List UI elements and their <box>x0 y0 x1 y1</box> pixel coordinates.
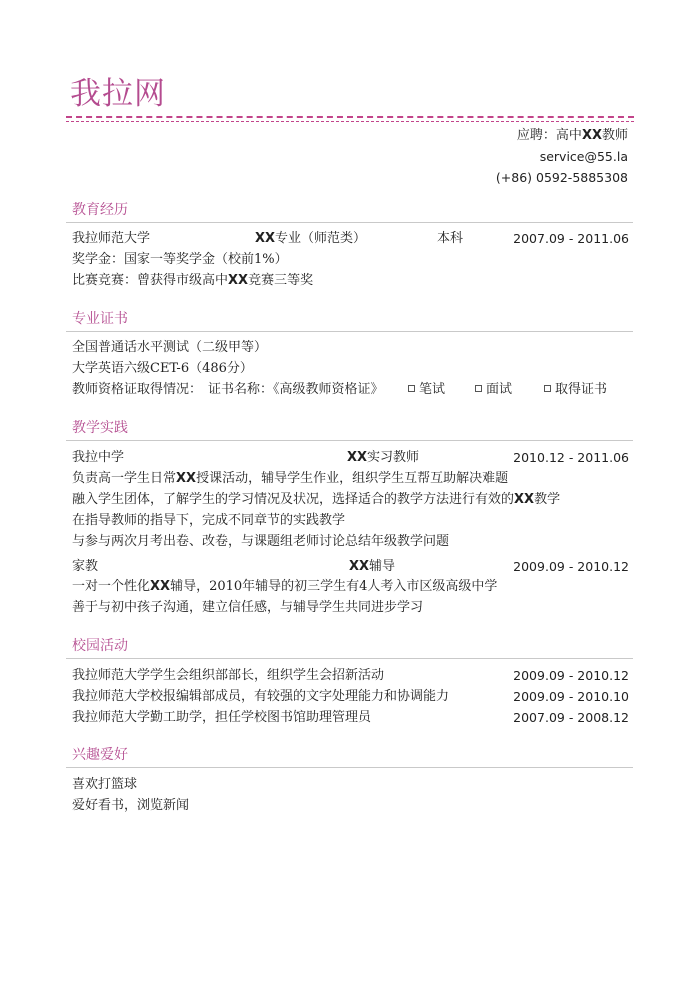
section-title-hobbies: 兴趣爱好 <box>72 747 128 763</box>
brand-title: 我拉网 <box>70 76 166 112</box>
campus-item-text: 我拉师范大学学生会组织部部长，组织学生会招新活动 <box>72 668 385 683</box>
job-role: XX辅导 <box>349 559 396 574</box>
placeholder-token: XX <box>347 450 368 465</box>
section-divider <box>66 331 633 332</box>
placeholder-token: XX <box>176 471 197 486</box>
checkbox-icon[interactable] <box>544 385 551 392</box>
job-detail: 在指导教师的指导下，完成不同章节的实践教学 <box>72 513 346 528</box>
degree-text: 本科 <box>437 231 464 246</box>
campus-item <box>72 708 629 728</box>
placeholder-token: XX <box>228 273 249 288</box>
section-title-certificates: 专业证书 <box>72 311 128 327</box>
job-role: XX实习教师 <box>347 450 420 465</box>
job-period: 2009.09 - 2010.12 <box>513 559 629 574</box>
certificate-item: 大学英语六级CET-6（486分） <box>72 361 253 376</box>
teacher-cert-label: 教师资格证取得情况： <box>72 382 203 397</box>
campus-item <box>72 666 629 686</box>
major-text: XX专业（师范类） <box>255 231 367 246</box>
section-divider <box>66 767 633 768</box>
job-detail: 一对一个性化XX辅导，2010年辅导的初三学生有4人考入市区级高级中学 <box>72 579 498 594</box>
cert-option-obtained[interactable]: 取得证书 <box>544 380 607 400</box>
hobby-item: 爱好看书，浏览新闻 <box>72 798 190 813</box>
competition-text: 比赛竞赛：曾获得市级高中XX竞赛三等奖 <box>72 273 314 288</box>
job-org: 家教 <box>72 559 99 574</box>
header-divider <box>66 116 634 118</box>
placeholder-token: XX <box>514 492 535 507</box>
certificate-item: 全国普通话水平测试（二级甲等） <box>72 340 268 355</box>
phone-text: (+86) 0592-5885308 <box>495 170 628 185</box>
education-row <box>72 229 629 249</box>
section-title-practice: 教学实践 <box>72 420 128 436</box>
campus-item-text: 我拉师范大学校报编辑部成员，有较强的文字处理能力和协调能力 <box>72 689 450 704</box>
cert-option-written[interactable]: 笔试 <box>408 380 445 400</box>
education-period: 2007.09 - 2011.06 <box>513 231 629 246</box>
section-divider <box>66 222 633 223</box>
checkbox-icon[interactable] <box>475 385 482 392</box>
job-row <box>72 557 629 577</box>
job-row <box>72 448 629 468</box>
applied-position: 应聘：高中XX教师 <box>516 128 628 143</box>
job-org: 我拉中学 <box>72 450 125 465</box>
checkbox-icon[interactable] <box>408 385 415 392</box>
section-divider <box>66 440 633 441</box>
placeholder-token: XX <box>150 579 171 594</box>
campus-item <box>72 687 629 707</box>
school-name: 我拉师范大学 <box>72 231 151 246</box>
header-divider-secondary <box>66 121 634 122</box>
email-text: service@55.la <box>539 149 628 164</box>
job-detail: 善于与初中孩子沟通，建立信任感，与辅导学生共同进步学习 <box>72 600 424 615</box>
job-detail: 负责高一学生日常XX授课活动，辅导学生作业，组织学生互帮互助解决难题 <box>72 471 509 486</box>
campus-item-period: 2009.09 - 2010.12 <box>513 668 629 683</box>
section-divider <box>66 658 633 659</box>
scholarship-text: 奖学金：国家一等奖学金（校前1%） <box>72 252 288 267</box>
cert-option-interview[interactable]: 面试 <box>475 380 512 400</box>
campus-item-period: 2009.09 - 2010.10 <box>513 689 629 704</box>
placeholder-token: XX <box>581 128 602 143</box>
section-title-campus: 校园活动 <box>72 638 128 654</box>
job-detail: 与参与两次月考出卷、改卷，与课题组老师讨论总结年级教学问题 <box>72 534 450 549</box>
placeholder-token: XX <box>349 559 370 574</box>
hobby-item: 喜欢打篮球 <box>72 777 138 792</box>
contact-block <box>328 125 628 188</box>
campus-item-text: 我拉师范大学勤工助学，担任学校图书馆助理管理员 <box>72 710 372 725</box>
teacher-cert-row <box>72 380 629 400</box>
teacher-cert-name: 证书名称：《高级教师资格证》 <box>208 382 384 397</box>
placeholder-token: XX <box>255 231 276 246</box>
job-detail: 融入学生团体，了解学生的学习情况及状况，选择适合的教学方法进行有效的XX教学 <box>72 492 561 507</box>
campus-item-period: 2007.09 - 2008.12 <box>513 710 629 725</box>
section-title-education: 教育经历 <box>72 202 128 218</box>
job-period: 2010.12 - 2011.06 <box>513 450 629 465</box>
